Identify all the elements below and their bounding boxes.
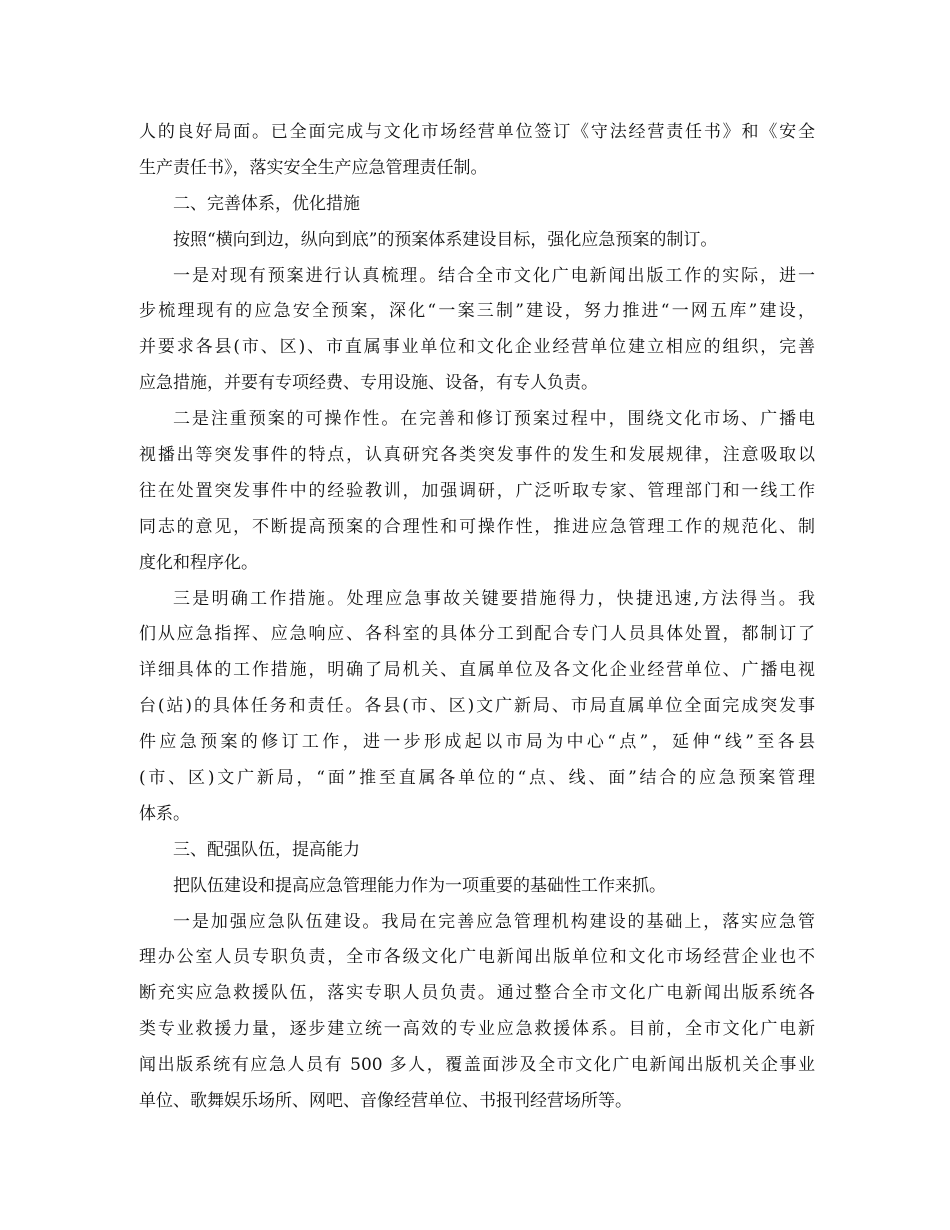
- text-line: 把队伍建设和提高应急管理能力作为一项重要的基础性工作来抓。: [173, 875, 666, 896]
- text-line: 一是对现有预案进行认真梳理。结合全市文化广电新闻出版工作的实际，进一: [173, 265, 815, 286]
- text-line: 件应急预案的修订工作，进一步形成起以市局为中心“点”，延伸“线”至各县: [139, 732, 815, 753]
- text-line: 往在处置突发事件中的经验教训，加强调研，广泛听取专家、管理部门和一线工作: [139, 480, 815, 501]
- text-line: 三、配强队伍，提高能力: [173, 839, 360, 860]
- text-line: 详细具体的工作措施，明确了局机关、直属单位及各文化企业经营单位、广播电视: [139, 660, 815, 681]
- text-line: 视播出等突发事件的特点，认真研究各类突发事件的发生和发展规律，注意吸取以: [139, 445, 815, 466]
- text-line: 三是明确工作措施。处理应急事故关键要措施得力，快捷迅速,方法得当。我: [173, 588, 815, 609]
- text-line: 理办公室人员专职负责，全市各级文化广电新闻出版单位和文化市场经营企业也不: [139, 947, 815, 968]
- text-line: 类专业救援力量，逐步建立统一高效的专业应急救援体系。目前，全市文化广电新: [139, 1019, 815, 1040]
- text-line: 人的良好局面。已全面完成与文化市场经营单位签订《守法经营责任书》和《安全: [139, 122, 815, 142]
- text-line: 二、完善体系，优化措施: [173, 193, 360, 214]
- text-line: 断充实应急救援队伍，落实专职人员负责。通过整合全市文化广电新闻出版系统各: [139, 983, 815, 1004]
- text-line: 一是加强应急队伍建设。我局在完善应急管理机构建设的基础上，落实应急管: [173, 911, 815, 932]
- text-line: 步梳理现有的应急安全预案，深化“一案三制”建设，努力推进“一网五库”建设，: [139, 301, 815, 322]
- text-line: 体系。: [139, 803, 190, 824]
- text-line: 同志的意见，不断提高预案的合理性和可操作性，推进应急管理工作的规范化、制: [139, 516, 815, 537]
- text-line: 单位、歌舞娱乐场所、网吧、音像经营单位、书报刊经营场所等。: [139, 1091, 632, 1112]
- text-line: 台(站)的具体任务和责任。各县(市、区)文广新局、市局直属单位全面完成突发事: [139, 696, 815, 717]
- text-line: 应急措施，并要有专项经费、专用设施、设备，有专人负责。: [139, 373, 598, 394]
- text-line: 闻出版系统有应急人员有 500 多人，覆盖面涉及全市文化广电新闻出版机关企事业: [139, 1055, 815, 1076]
- text-line: 按照“横向到边，纵向到底”的预案体系建设目标，强化应急预案的制订。: [173, 229, 718, 250]
- text-line: 度化和程序化。: [139, 552, 258, 573]
- text-line: 并要求各县(市、区)、市直属事业单位和文化企业经营单位建立相应的组织，完善: [139, 337, 815, 358]
- text-line: (市、区)文广新局，“面”推至直属各单位的“点、线、面”结合的应急预案管理: [139, 768, 815, 789]
- text-line: 生产责任书》，落实安全生产应急管理责任制。: [139, 157, 488, 178]
- document-body: [139, 115, 815, 1120]
- text-line: 二是注重预案的可操作性。在完善和修订预案过程中，围绕文化市场、广播电: [173, 409, 815, 430]
- text-line: 们从应急指挥、应急响应、各科室的具体分工到配合专门人员具体处置，都制订了: [139, 624, 815, 645]
